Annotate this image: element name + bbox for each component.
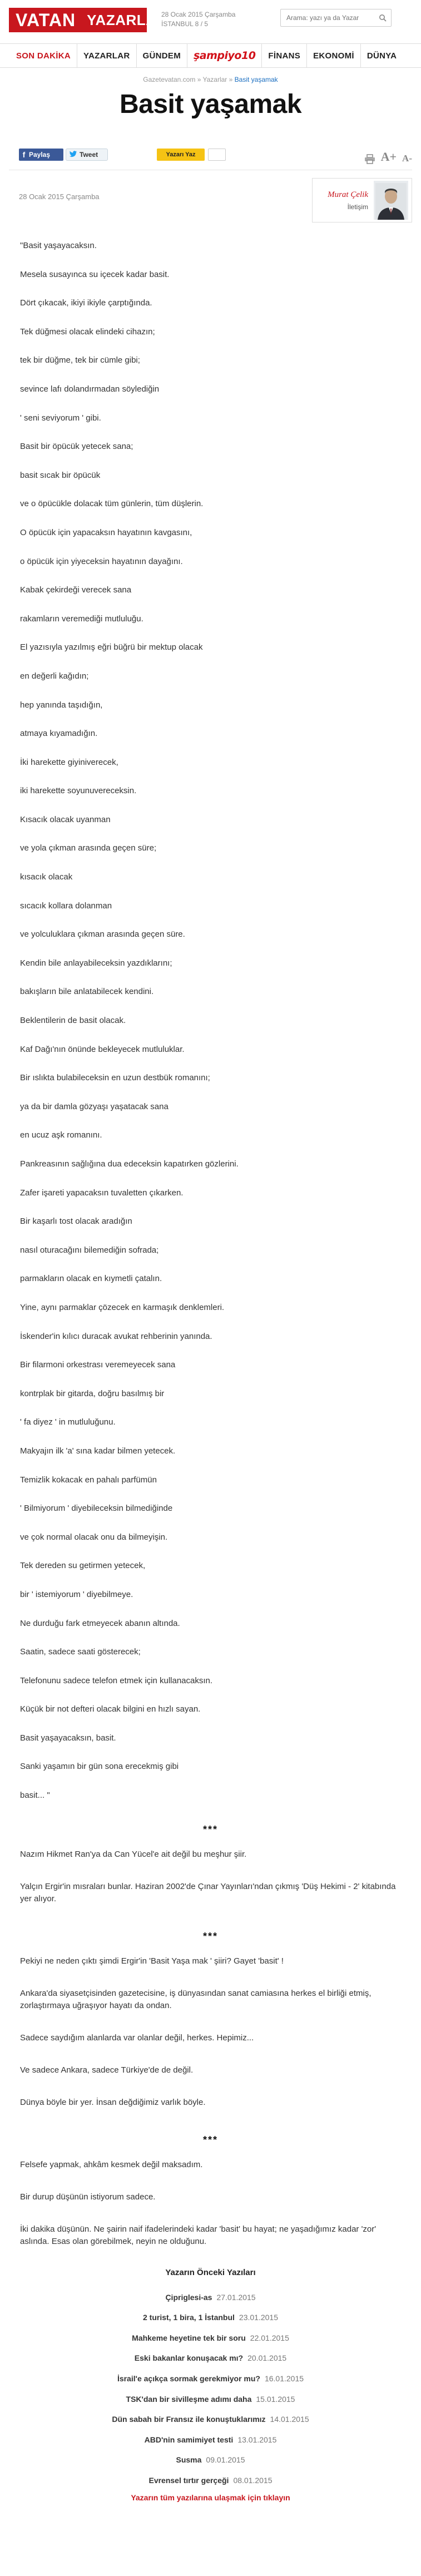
site-logo[interactable] xyxy=(9,8,167,32)
twitter-icon xyxy=(70,151,77,159)
poem-line: Bir kaşarlı tost olacak aradığın xyxy=(20,1217,132,1227)
nav-item-finans[interactable]: FİNANS xyxy=(262,44,307,67)
section-4 xyxy=(20,2159,401,2248)
previous-article-item[interactable] xyxy=(0,2389,421,2410)
poem-line: Tek düğmesi olacak elindeki cihazın; xyxy=(20,327,155,337)
paragraph: Felsefe yapmak, ahkâm kesmek değil maksadım. xyxy=(20,2159,203,2169)
font-decrease-label: A- xyxy=(402,153,412,164)
poem-line: kısacık olacak xyxy=(20,872,73,882)
follow-author-button[interactable]: Yazarı Yaz xyxy=(157,149,205,161)
poem-line: Basit yaşayacaksın, basit. xyxy=(20,1733,116,1743)
previous-article-date: 15.01.2015 xyxy=(256,2394,295,2404)
previous-article-item[interactable] xyxy=(0,2470,421,2491)
section-separator: *** xyxy=(202,2134,218,2145)
section-separator: *** xyxy=(202,1823,218,1835)
poem-line: atmaya kıyamadığın. xyxy=(20,729,98,739)
poem-line: bir ' istemiyorum ' diyebilmeye. xyxy=(20,1589,133,1599)
paragraph: Yalçın Ergir'in mısraları bunlar. Haziran 2002'de Çınar Yayınları'ndan çıkmış 'Düş Hekimi - 2' kitabında yer alıyor. xyxy=(20,1881,396,1903)
poem-line: ya da bir damla gözyaşı yaşatacak sana xyxy=(20,1101,169,1111)
main-nav xyxy=(0,43,421,68)
poem-line: El yazısıyla yazılmış eğri büğrü bir mektup olacak xyxy=(20,642,203,652)
author-photo xyxy=(374,181,408,220)
previous-article-title[interactable]: Mahkeme heyetine tek bir soru xyxy=(132,2333,246,2342)
poem-line: Mesela susayınca su içecek kadar basit. xyxy=(20,269,170,279)
header-date xyxy=(161,10,235,29)
previous-articles-list xyxy=(0,2287,421,2491)
header-weather-line: İSTANBUL 8 / 5 xyxy=(161,20,209,28)
previous-article-item[interactable] xyxy=(0,2450,421,2470)
poem-line: Kendin bile anlayabileceksin yazdıklarını; xyxy=(20,958,172,968)
poem-line: Beklentilerin de basit olacak. xyxy=(20,1016,126,1026)
poem-line: Zafer işareti yapacaksın tuvaletten çıkarken. xyxy=(20,1188,184,1198)
poem-line: Basit bir öpücük yetecek sana; xyxy=(20,442,133,452)
poem-line: ' Bilmiyorum ' diyebileceksin bilmediğinde xyxy=(20,1504,173,1514)
previous-article-title[interactable]: 2 turist, 1 bira, 1 İstanbul xyxy=(142,2313,235,2322)
poem-line: iki harekette soyunuvereceksin. xyxy=(20,786,137,796)
poem-line: bakışların bile anlatabilecek kendini. xyxy=(20,987,154,997)
previous-article-date: 08.01.2015 xyxy=(233,2476,273,2485)
poem-line: Sanki yaşamın bir gün sona erecekmiş gibi xyxy=(20,1762,179,1772)
previous-article-title[interactable]: Eski bakanlar konuşacak mı? xyxy=(134,2353,244,2363)
poem-line: sıcacık kollara dolanman xyxy=(20,901,112,911)
nav-item-sampiyo10[interactable]: şampiyo10 xyxy=(187,44,262,67)
previous-article-item[interactable] xyxy=(0,2369,421,2389)
nav-item-son-dakika[interactable]: SON DAKİKA xyxy=(10,44,77,67)
poem-line: en değerli kağıdın; xyxy=(20,671,89,681)
all-articles-link[interactable]: Yazarın tüm yazılarına ulaşmak için tıklayın xyxy=(131,2493,290,2502)
poem-line: Temizlik kokacak en pahalı parfümün xyxy=(20,1475,157,1485)
poem-line: "Basit yaşayacaksın. xyxy=(20,241,97,250)
section-3 xyxy=(20,1955,401,2109)
poem-line: basit sıcak bir öpücük xyxy=(20,470,101,480)
poem-line: Kabak çekirdeği verecek sana xyxy=(20,585,132,595)
poem-line: Kısacık olacak uyanman xyxy=(20,814,111,824)
poem-line: ' fa diyez ' in mutluluğunu. xyxy=(20,1417,116,1427)
font-increase-label: A+ xyxy=(380,150,397,164)
author-contact-link[interactable]: İletişim xyxy=(347,202,368,211)
font-decrease-button[interactable] xyxy=(402,153,412,164)
share-bar xyxy=(0,136,421,170)
previous-article-date: 23.01.2015 xyxy=(239,2313,278,2322)
font-increase-button[interactable] xyxy=(381,150,397,164)
poem-line: Telefonunu sadece telefon etmek için kullanacaksın. xyxy=(20,1675,213,1685)
article-tools xyxy=(364,150,412,164)
previous-article-date: 27.01.2015 xyxy=(216,2292,256,2302)
previous-article-title[interactable]: Evrensel tırtır gerçeği xyxy=(148,2476,229,2485)
previous-article-item[interactable] xyxy=(0,2430,421,2450)
poem-line: ' seni seviyorum ' gibi. xyxy=(20,413,101,423)
poem-line: tek bir düğme, tek bir cümle gibi; xyxy=(20,355,140,365)
nav-item-yazarlar[interactable]: YAZARLAR xyxy=(77,44,137,67)
paragraph: İki dakika düşünün. Ne şairin naif ifadelerindeki kadar 'basit' bu hayat; ne yaşadığımız kadar 'zor' aslında. Esas olan görebilmek, neyin ne olduğunu. xyxy=(20,2224,377,2246)
previous-article-title[interactable]: TSK'dan bir sivilleşme adımı daha xyxy=(126,2394,252,2404)
logo-yazarlar: YAZARLAR xyxy=(87,11,167,28)
breadcrumb-current[interactable]: Basit yaşamak xyxy=(234,76,278,83)
paragraph: Nazım Hikmet Ran'ya da Can Yücel'e ait değil bu meşhur şiir. xyxy=(20,1849,247,1859)
poem-line: Tek dereden su getirmen yetecek, xyxy=(20,1561,146,1571)
facebook-share-button[interactable] xyxy=(19,149,63,161)
previous-article-title[interactable]: Çipriglesi-as xyxy=(165,2292,212,2302)
poem-line: Küçük bir not defteri olacak bilgini en hızlı sayan. xyxy=(20,1704,201,1714)
breadcrumb-separator: » xyxy=(197,76,203,83)
poem-line: ve yola çıkman arasında geçen süre; xyxy=(20,843,157,853)
poem-line: en ucuz aşk romanını. xyxy=(20,1130,102,1140)
author-name[interactable]: Murat Çelik xyxy=(328,190,368,199)
previous-article-item[interactable] xyxy=(0,2409,421,2430)
section-separator: *** xyxy=(202,1930,218,1942)
poem-line: rakamların veremediği mutluluğu. xyxy=(20,614,143,624)
poem-line: Dört çıkacak, ikiyi ikiyle çarptığında. xyxy=(20,298,152,308)
poem-line: Kaf Dağı'nın önünde bekleyecek mutluluklar. xyxy=(20,1044,185,1054)
logo-vatan: VATAN xyxy=(16,9,76,30)
paragraph: Pekiyi ne neden çıktı şimdi Ergir'in 'Basit Yaşa mak ' şiiri? Gayet 'basit' ! xyxy=(20,1956,284,1966)
previous-article-date: 22.01.2015 xyxy=(250,2333,289,2342)
poem-line: Ne durduğu fark etmeyecek abanın altında. xyxy=(20,1618,180,1628)
poem-line: Saatin, sadece saati gösterecek; xyxy=(20,1647,141,1657)
section-2 xyxy=(20,1848,401,1905)
poem-line: ve o öpücükle dolacak tüm günlerin, tüm düşlerin. xyxy=(20,499,204,509)
previous-article-title[interactable]: Dün sabah bir Fransız ile konuştuklarımız xyxy=(112,2415,266,2424)
poem-line: Bir ıslıkta bulabileceksin en uzun destbük romanını; xyxy=(20,1073,210,1083)
poem xyxy=(20,240,401,1818)
previous-article-item[interactable] xyxy=(0,2307,421,2328)
author-info xyxy=(313,190,374,211)
print-icon[interactable] xyxy=(364,154,375,164)
paragraph: Ve sadece Ankara, sadece Türkiye'de de değil. xyxy=(20,2065,194,2075)
previous-article-title[interactable]: İsrail'e açıkça sormak gerekmiyor mu? xyxy=(117,2374,260,2384)
poem-line: Yine, aynı parmaklar çözecek en karmaşık denklemleri. xyxy=(20,1302,225,1312)
search-box xyxy=(280,9,392,27)
previous-articles xyxy=(0,2268,421,2502)
poem-line: o öpücük için yiyeceksin hayatının dayağını. xyxy=(20,556,183,566)
poem-line: parmakların olacak en kıymetli çatalın. xyxy=(20,1274,162,1284)
previous-article-title[interactable]: ABD'nin samimiyet testi xyxy=(144,2435,234,2444)
facebook-icon: f xyxy=(22,150,26,159)
poem-line: İki harekette giyiniverecek, xyxy=(20,757,118,767)
header-date-line: 28 Ocak 2015 Çarşamba xyxy=(161,11,236,18)
previous-articles-title: Yazarın Önceki Yazıları xyxy=(165,2267,256,2277)
nav-item-dunya[interactable]: DÜNYA xyxy=(366,51,397,61)
article-body xyxy=(0,225,421,2248)
article-meta xyxy=(9,170,412,225)
poem-line: ve yolculuklara çıkman arasında geçen süre. xyxy=(20,929,185,940)
poem-line: Makyajın ilk 'a' sına kadar bilmen yetecek. xyxy=(20,1446,176,1456)
breadcrumb-section[interactable]: Yazarlar xyxy=(202,76,227,83)
facebook-share-label: Paylaş xyxy=(29,151,51,159)
search-icon[interactable] xyxy=(374,9,391,26)
paragraph: Ankara'da siyasetçisinden gazetecisine, iş dünyasından sanat camiasına herkes el birliği etmiş, zorlaştırmaya uğraşıyor hayatı da ondan. xyxy=(20,1988,372,2010)
poem-line: O öpücük için yapacaksın hayatının kavgasını, xyxy=(20,527,192,537)
site-header xyxy=(0,0,421,43)
page-title: Basit yaşamak xyxy=(119,90,302,119)
nav-item-ekonomi[interactable]: EKONOMİ xyxy=(307,44,361,67)
author-box[interactable] xyxy=(312,178,412,223)
previous-article-title[interactable]: Susma xyxy=(176,2455,202,2465)
previous-article-date: 13.01.2015 xyxy=(237,2435,277,2444)
nav-item-gundem[interactable]: GÜNDEM xyxy=(137,44,187,67)
poem-line: basit... " xyxy=(20,1791,50,1801)
previous-article-item[interactable] xyxy=(0,2328,421,2348)
article-date: 28 Ocak 2015 Çarşamba xyxy=(19,192,100,201)
previous-article-item[interactable] xyxy=(0,2287,421,2308)
tweet-label: Tweet xyxy=(80,151,98,159)
tweet-button[interactable] xyxy=(66,149,108,161)
previous-article-date: 09.01.2015 xyxy=(206,2455,245,2465)
previous-article-date: 16.01.2015 xyxy=(264,2374,304,2384)
previous-article-item[interactable] xyxy=(0,2348,421,2369)
search-input[interactable] xyxy=(281,10,374,26)
breadcrumb-separator: » xyxy=(229,76,235,83)
poem-line: nasıl oturacağını bilemediğin sofrada; xyxy=(20,1245,159,1255)
follow-count xyxy=(208,149,226,161)
poem-line: sevince lafı dolandırmadan söylediğin xyxy=(20,384,160,394)
poem-line: hep yanında taşıdığın, xyxy=(20,700,103,710)
breadcrumb-home[interactable]: Gazetevatan.com xyxy=(143,76,196,83)
paragraph: Dünya böyle bir yer. İnsan değdiğimiz varlık böyle. xyxy=(20,2097,206,2107)
poem-line: İskender'in kılıcı duracak avukat rehberinin yanında. xyxy=(20,1331,212,1341)
breadcrumb xyxy=(0,76,421,83)
poem-line: ve çok normal olacak onu da bilmeyişin. xyxy=(20,1532,168,1542)
paragraph: Bir durup düşünün istiyorum sadece. xyxy=(20,2192,156,2202)
poem-line: Bir filarmoni orkestrası veremeyecek sana xyxy=(20,1360,176,1370)
poem-line: Pankreasının sağlığına dua edeceksin kapatırken gözlerini. xyxy=(20,1159,239,1169)
poem-line: kontrplak bir gitarda, doğru basılmış bir xyxy=(20,1388,165,1398)
paragraph: Sadece saydığım alanlarda var olanlar değil, herkes. Hepimiz... xyxy=(20,2033,254,2043)
previous-article-date: 14.01.2015 xyxy=(270,2415,309,2424)
previous-article-date: 20.01.2015 xyxy=(247,2353,287,2363)
